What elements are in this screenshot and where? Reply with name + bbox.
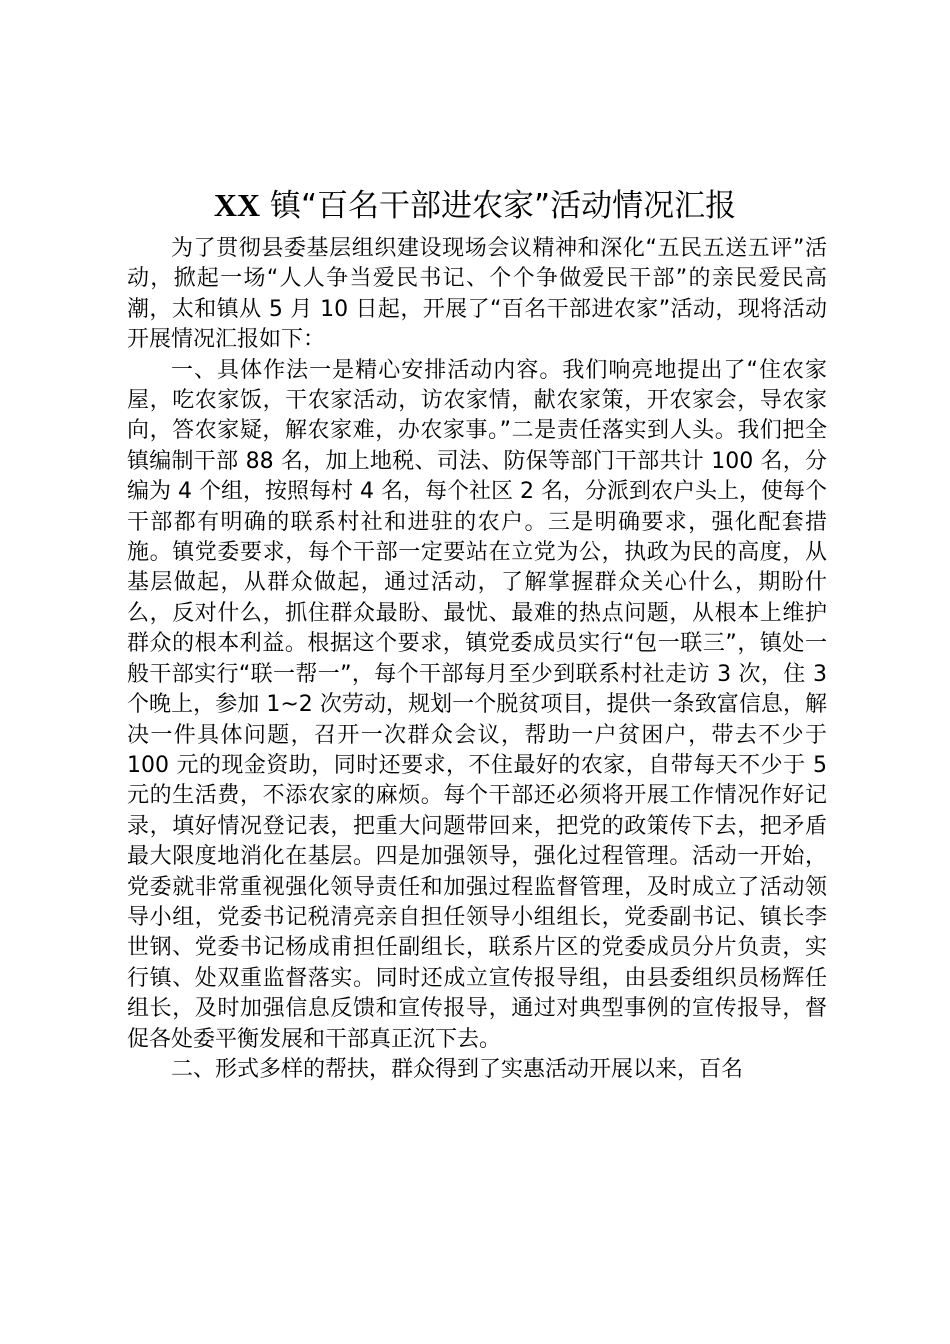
intro-paragraph: 为了贯彻县委基层组织建设现场会议精神和深化“五民五送五评”活动，掀起一场“人人争当爱民书记、个个争做爱民干部”的亲民爱民高潮，太和镇从 5 月 10 日起，开展了“百名干部进农家”活动，现将活动开展情况汇报如下： [127, 236, 827, 353]
section-one-paragraph: 一、具体作法一是精心安排活动内容。我们响亮地提出了“住农家屋，吃农家饭，干农家活动，访农家情，献农家策，开农家会，导农家向，答农家疑，解农家难，办农家事。”二是责任落实到人头。我们把全镇编制干部 88 名，加上地税、司法、防保等部门干部共计 100 名，分编为 4 个组，按照每村 4 名，每个社区 2 名，分派到农户头上，使每个干部都有明确的联系村社和进驻的农户。三是明确要求，强化配套措施。镇党委要求，每个干部一定要站在立党为公，执政为民的高度，从基层做起，从群众做起，通过活动，了解掌握群众关心什么，期盼什么，反对什么，抓住群众最盼、最忧、最难的热点问题，从根本上维护群众的根本利益。根据这个要求，镇党委成员实行“包一联三”，镇处一般干部实行“联一帮一”，每个干部每月至少到联系村社走访 3 次，住 3 个晚上，参加 1~2 次劳动，规划一个脱贫项目，提供一条致富信息，解决一件具体问题，召开一次群众会议，帮助一户贫困户，带去不少于 100 元的现金资助，同时还要求，不住最好的农家，自带每天不少于 5 元的生活费，不添农家的麻烦。每个干部还必须将开展工作情况作好记录，填好情况登记表，把重大问题带回来，把党的政策传下去，把矛盾最大限度地消化在基层。四是加强领导，强化过程管理。活动一开始，党委就非常重视强化领导责任和加强过程监督管理，及时成立了活动领导小组，党委书记税清亮亲自担任领导小组组长，党委副书记、镇长李世钢、党委书记杨成甫担任副组长，联系片区的党委成员分片负责，实行镇、处双重监督落实。同时还成立宣传报导组，由县委组织员杨辉任组长，及时加强信息反馈和宣传报导，通过对典型事例的宣传报导，督促各处委平衡发展和干部真正沉下去。 [127, 357, 827, 1052]
title-prefix: XX [213, 187, 261, 223]
document-title [0, 182, 950, 229]
section-two-paragraph: 二、形式多样的帮扶，群众得到了实惠活动开展以来，百名 [171, 1056, 744, 1082]
title-text: 镇“百名干部进农家”活动情况汇报 [260, 188, 737, 224]
document-body [127, 234, 827, 1085]
